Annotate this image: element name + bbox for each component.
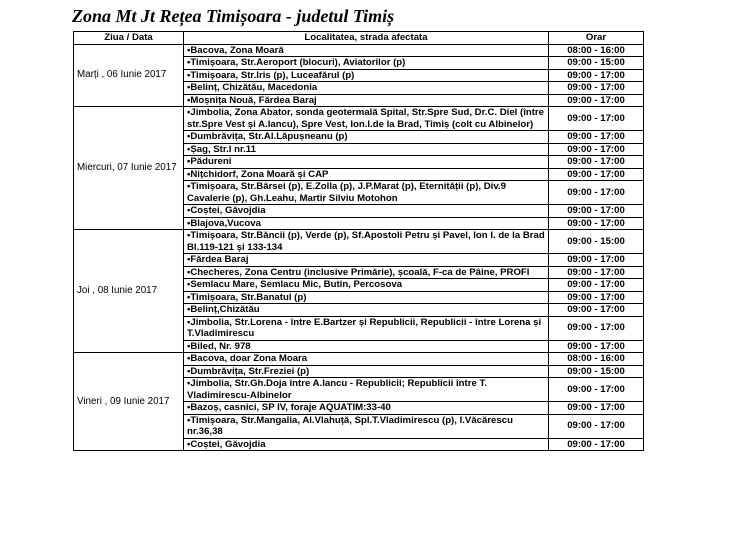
location-cell: •Biled, Nr. 978 [184,340,549,353]
time-cell: 09:00 - 17:00 [549,94,644,107]
time-cell: 09:00 - 17:00 [549,82,644,95]
table-header-row [74,32,644,45]
day-cell: Vineri , 09 Iunie 2017 [74,353,184,451]
time-cell: 09:00 - 17:00 [549,69,644,82]
location-cell: •Belinț,Chizătău [184,304,549,317]
time-cell: 09:00 - 17:00 [549,304,644,317]
time-cell: 09:00 - 17:00 [549,266,644,279]
location-cell: •Dumbrăvița, Str.Al.Lăpușneanu (p) [184,131,549,144]
time-cell: 09:00 - 17:00 [549,414,644,438]
location-cell: •Blajova,Vucova [184,217,549,230]
time-cell: 09:00 - 17:00 [549,316,644,340]
location-cell: •Șag, Str.I nr.11 [184,143,549,156]
time-cell: 09:00 - 17:00 [549,156,644,169]
location-cell: •Timișoara, Str.Iris (p), Luceafărul (p) [184,69,549,82]
table-row [74,230,644,254]
time-cell: 08:00 - 16:00 [549,353,644,366]
location-cell: •Moșnița Nouă, Fărdea Baraj [184,94,549,107]
page-title: Zona Mt Jt Rețea Timișoara - judetul Timiș [72,6,395,26]
date-column-header: Ziua / Data [74,32,184,45]
time-cell: 09:00 - 17:00 [549,378,644,402]
table-body [74,44,644,451]
location-cell: •Pădureni [184,156,549,169]
time-cell: 09:00 - 17:00 [549,181,644,205]
time-cell: 09:00 - 17:00 [549,205,644,218]
location-cell: •Bacova, doar Zona Moara [184,353,549,366]
location-cell: •Timișoara, Str.Bârsei (p), E.Zolla (p), J.P.Marat (p), Eternității (p), Div.9 Cavalerie (p), Gh.Leahu, Martir Silviu Motohon [184,181,549,205]
time-cell: 09:00 - 17:00 [549,279,644,292]
table-row [74,44,644,57]
location-cell: •Semlacu Mare, Semlacu Mic, Butin, Percosova [184,279,549,292]
location-column-header: Localitatea, strada afectata [184,32,549,45]
time-cell: 09:00 - 17:00 [549,340,644,353]
location-cell: •Checheres, Zona Centru (inclusive Primărie), școală, F-ca de Pâine, PROFI [184,266,549,279]
location-cell: •Bazoș, casnici, SP IV, foraje AQUATIM:33-40 [184,402,549,415]
outage-schedule-table [73,31,644,451]
location-cell: •Timișoara, Str.Banatul (p) [184,291,549,304]
location-cell: •Nițchidorf, Zona Moară și CAP [184,168,549,181]
time-cell: 09:00 - 17:00 [549,107,644,131]
location-cell: •Belinț, Chizătău, Macedonia [184,82,549,95]
time-cell: 09:00 - 15:00 [549,57,644,70]
time-cell: 09:00 - 17:00 [549,217,644,230]
day-cell: Marți , 06 Iunie 2017 [74,44,184,107]
time-cell: 09:00 - 17:00 [549,131,644,144]
table-row [74,107,644,131]
location-cell: •Jimbolia, Zona Abator, sonda geotermală Spital, Str.Spre Sud, Dr.C. Diel (între str.Spre Vest și A.Iancu), Spre Vest, Ion.I.de la Brad, Timiș (colt cu Albinelor) [184,107,549,131]
table-row [74,353,644,366]
time-cell: 09:00 - 17:00 [549,402,644,415]
location-cell: •Fărdea Baraj [184,254,549,267]
time-cell: 09:00 - 17:00 [549,291,644,304]
time-cell: 08:00 - 16:00 [549,44,644,57]
location-cell: •Timișoara, Str.Băncii (p), Verde (p), Sf.Apostoli Petru și Pavel, Ion I. de la Brad Bl.119-121 și 133-134 [184,230,549,254]
time-cell: 09:00 - 17:00 [549,254,644,267]
time-cell: 09:00 - 17:00 [549,168,644,181]
location-cell: •Timișoara, Str.Aeroport (blocuri), Aviatorilor (p) [184,57,549,70]
time-cell: 09:00 - 15:00 [549,230,644,254]
day-cell: Miercuri, 07 Iunie 2017 [74,107,184,230]
location-cell: •Jimbolia, Str.Lorena - între E.Bartzer și Republicii, Republicii - între Lorena și T.Vladimirescu [184,316,549,340]
time-column-header: Orar [549,32,644,45]
location-cell: •Jimbolia, Str.Gh.Doja între A.Iancu - Republicii; Republicii între T. Vladimirescu-Albinelor [184,378,549,402]
location-cell: •Dumbrăvița, Str.Freziei (p) [184,365,549,378]
location-cell: •Coștei, Găvojdia [184,205,549,218]
location-cell: •Coștei, Găvojdia [184,438,549,451]
day-cell: Joi , 08 Iunie 2017 [74,230,184,353]
time-cell: 09:00 - 17:00 [549,438,644,451]
location-cell: •Bacova, Zona Moară [184,44,549,57]
time-cell: 09:00 - 15:00 [549,365,644,378]
location-cell: •Timișoara, Str.Mangalia, Al.Vlahuță, Spl.T.Vladimirescu (p), I.Văcărescu nr.36,38 [184,414,549,438]
time-cell: 09:00 - 17:00 [549,143,644,156]
